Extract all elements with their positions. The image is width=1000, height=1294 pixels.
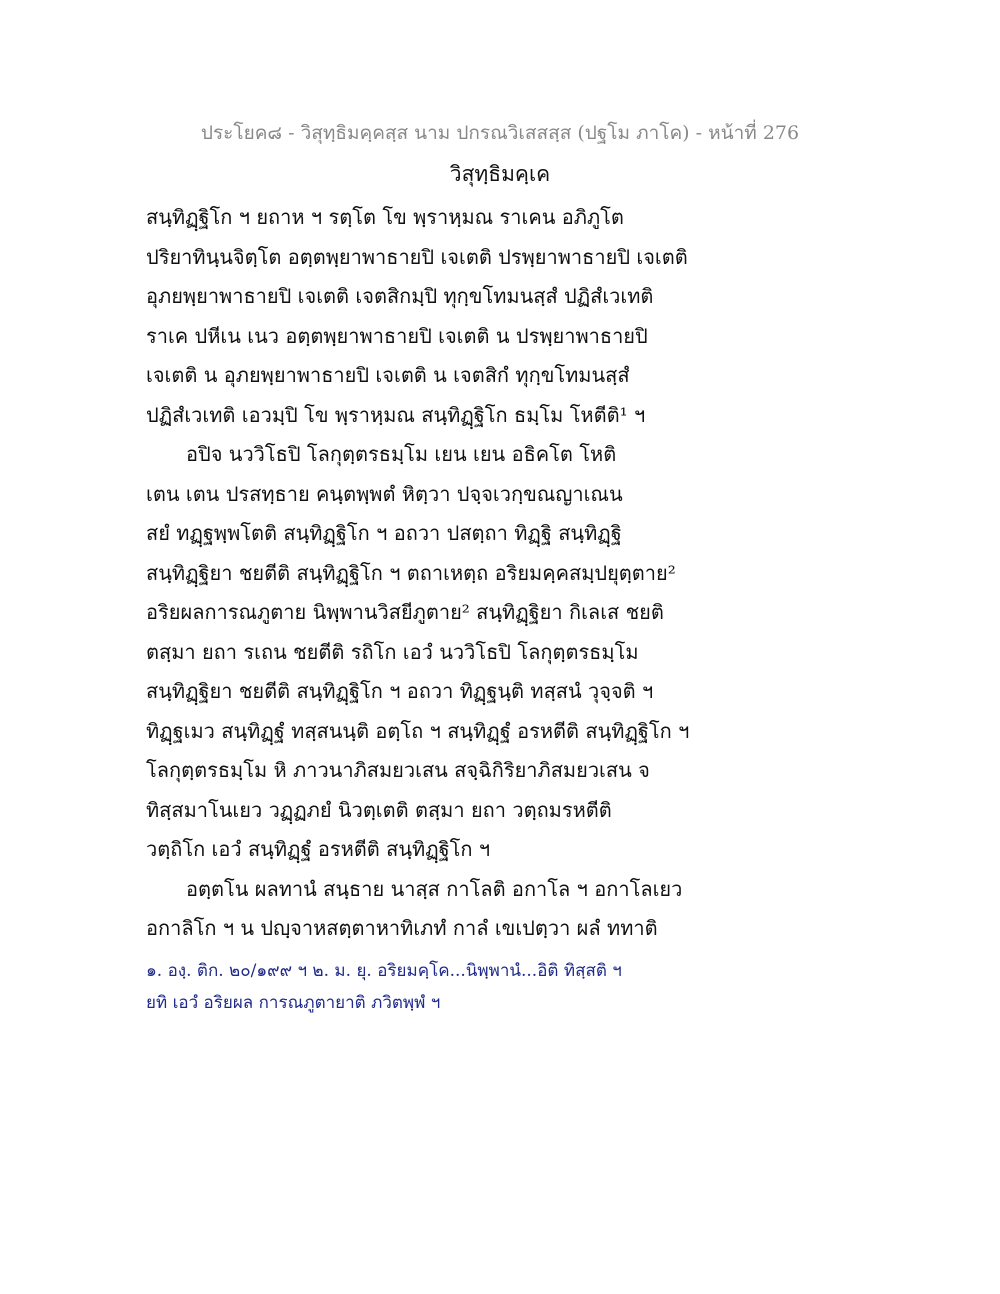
text-line: ทิฏฺฐเมว สนฺทิฏฺฐํ ทสฺสนนฺติ อตฺโถ ฯ สนฺทิฏฺฐํ อรหตีติ สนฺทิฏฺฐิโก ฯ — [146, 718, 690, 743]
body-text — [146, 198, 866, 949]
text-line: สนฺทิฏฺฐิยา ชยตีติ สนฺทิฏฺฐิโก ฯ ตถาเหตฺถ อริยมคฺคสมฺปยุตฺตาย² — [146, 560, 676, 585]
section-title: วิสุทฺธิมคฺเค — [449, 162, 551, 186]
text-line: โลกุตฺตรธมฺโม หิ ภาวนาภิสมยวเสน สจฺฉิกิริยาภิสมยวเสน จ — [146, 758, 650, 782]
text-line: ปฏิสํเวเทติ เอวมฺปิ โข พฺราหฺมณ สนฺทิฏฺฐิโก ธมฺโม โหตีติ¹ ฯ — [146, 402, 646, 427]
paragraph-start-line: อตฺตโน ผลทานํ สนฺธาย นาสฺส กาโลติ อกาโล ฯ อกาโลเยว — [186, 876, 683, 901]
text-line: อริยผลการณภูตาย นิพฺพานวิสยีภูตาย² สนฺทิฏฺฐิยา กิเลเส ชยติ — [146, 600, 664, 624]
text-line: ตสฺมา ยถา รเถน ชยตีติ รถิโก เอวํ นววิโธปิ โลกุตฺตรธมฺโม — [146, 639, 639, 664]
text-line: วตฺถิโก เอวํ สนฺทิฏฺฐํ อรหตีติ สนฺทิฏฺฐิโก ฯ — [146, 837, 491, 861]
text-line: สนฺทิฏฺฐิโก ฯ ยถาห ฯ รตฺโต โข พฺราหฺมณ ราเคน อภิภูโต — [146, 205, 624, 229]
text-line: เจเตติ น อุภยพฺยาพาธายปิ เจเตติ น เจตสิกํ ทุกฺขโทมนสฺสํ — [146, 363, 630, 387]
text-line: อุภยพฺยาพาธายปิ เจเตติ เจตสิกมฺปิ ทุกฺขโทมนสฺสํ ปฏิสํเวเทติ — [146, 284, 654, 308]
text-line: ปริยาทินฺนจิตฺโต อตฺตพฺยาพาธายปิ เจเตติ ปรพฺยาพาธายปิ เจเตติ — [146, 244, 688, 269]
text-line: ทิสฺสมาโนเยว วฏฺฏภยํ นิวตฺเตติ ตสฺมา ยถา วตฺถมรหตีติ — [146, 797, 612, 822]
text-line: อกาลิโก ฯ น ปญฺจาหสตฺตาหาทิเภทํ กาลํ เขเปตฺวา ผลํ ททาติ — [146, 916, 658, 940]
text-line: เตน เตน ปรสทฺธาย คนฺตพฺพตํ หิตฺวา ปจฺจเวกฺขณญาเณน — [146, 481, 623, 506]
paragraph-start-line: อปิจ นววิโธปิ โลกุตฺตรธมฺโม เยน เยน อธิคโต โหติ — [186, 442, 617, 466]
running-header: ประโยค๘ - วิสุทฺธิมคฺคสฺส นาม ปกรณวิเสสสฺส (ปฐโม ภาโค) - หน้าที่ 276 — [200, 122, 800, 144]
footnote-line: ยทิ เอวํ อริยผล การณภูตายาติ ภวิตพฺพํ ฯ — [146, 993, 441, 1013]
footnotes — [146, 955, 866, 1019]
text-line: สนฺทิฏฺฐิยา ชยตีติ สนฺทิฏฺฐิโก ฯ อถวา ทิฏฺฐนฺติ ทสฺสนํ วุจฺจติ ฯ — [146, 679, 654, 703]
footnote-line: ๑. องฺ. ติก. ๒๐/๑๙๙ ฯ ๒. ม. ยุ. อริยมคฺโค...นิพฺพานํ...อิติ ทิสฺสติ ฯ — [146, 961, 622, 981]
text-line: สยํ ทฏฺฐพฺพโตติ สนฺทิฏฺฐิโก ฯ อถวา ปสตฺถา ทิฏฺฐิ สนฺทิฏฺฐิ — [146, 521, 622, 545]
text-line: ราเค ปหีเน เนว อตฺตพฺยาพาธายปิ เจเตติ น ปรพฺยาพาธายปิ — [146, 323, 648, 348]
